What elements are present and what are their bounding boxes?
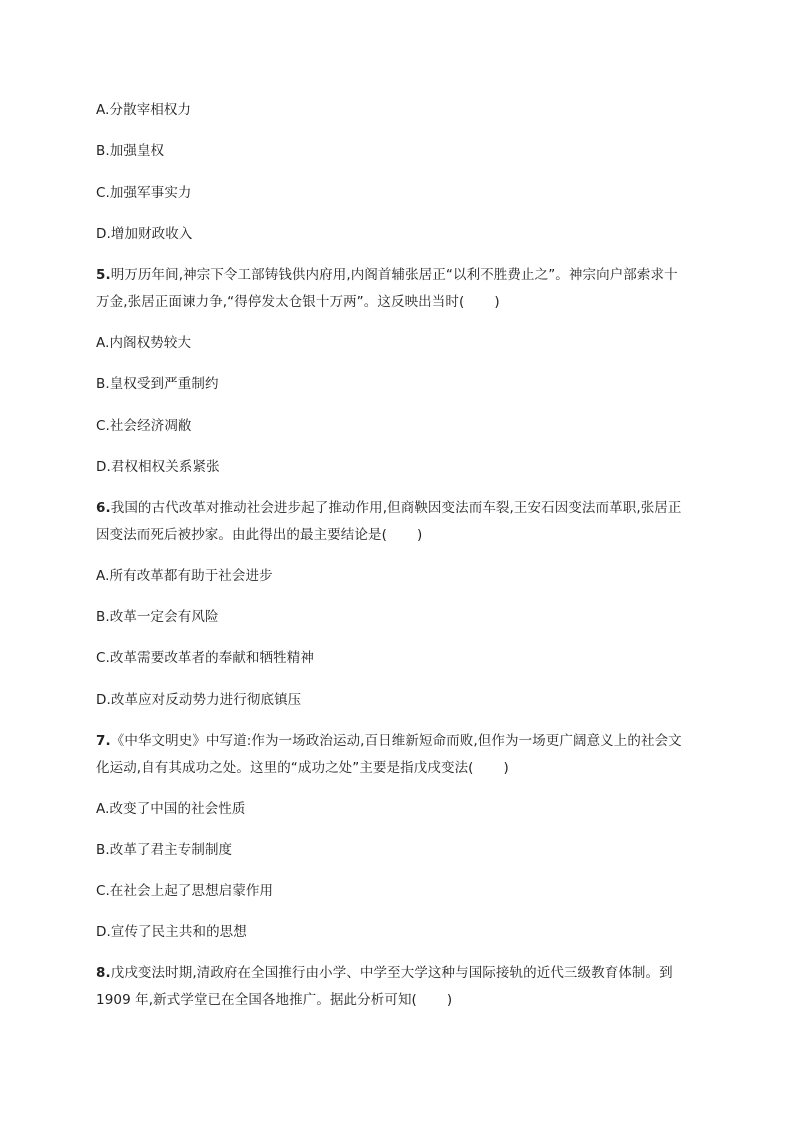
q7-option-d: D.宣传了民主共和的思想 bbox=[96, 924, 247, 940]
q6-stem-text2: 因变法而死后被抄家。由此得出的最主要结论是( bbox=[96, 527, 387, 543]
q5-option-c: C.社会经济凋敝 bbox=[96, 418, 192, 434]
q6-option-a: A.所有改革都有助于社会进步 bbox=[96, 568, 273, 584]
q6-stem-line1 bbox=[96, 499, 706, 517]
q8-stem-text1: 戊戌变法时期,清政府在全国推行由小学、中学至大学这种与国际接轨的近代三级教育体制。到 bbox=[110, 965, 673, 981]
q7-stem-line2 bbox=[96, 759, 706, 777]
prev-option-d: D.增加财政收入 bbox=[96, 226, 193, 242]
q6-option-b: B.改革一定会有风险 bbox=[96, 609, 219, 625]
q7-stem-text2: 化运动,自有其成功之处。这里的“成功之处”主要是指戊戌变法( bbox=[96, 760, 474, 776]
q5-stem-close: ) bbox=[494, 294, 500, 310]
q6-option-d: D.改革应对反动势力进行彻底镇压 bbox=[96, 692, 302, 708]
q8-stem-line1 bbox=[96, 964, 706, 982]
q7-number: 7. bbox=[96, 733, 111, 749]
q6-number: 6. bbox=[96, 500, 111, 516]
q5-number: 5. bbox=[96, 267, 111, 283]
q6-stem-line2 bbox=[96, 526, 706, 544]
q5-stem-line2 bbox=[96, 293, 706, 311]
q5-option-d: D.君权相权关系紧张 bbox=[96, 459, 220, 475]
q7-stem-close: ) bbox=[503, 760, 509, 776]
q6-stem-close: ) bbox=[416, 527, 423, 543]
prev-option-a: A.分散宰相权力 bbox=[96, 102, 192, 118]
q6-stem-text1: 我国的古代改革对推动社会进步起了推动作用,但商鞅因变法而车裂,王安石因变法而革职,张居正 bbox=[110, 500, 682, 516]
q8-stem-line2 bbox=[96, 991, 706, 1009]
q7-stem-text1: 《中华文明史》中写道:作为一场政治运动,百日维新短命而败,但作为一场更广阔意义上的社会文 bbox=[110, 733, 682, 749]
q7-option-a: A.改变了中国的社会性质 bbox=[96, 801, 246, 817]
q8-stem-close: ) bbox=[446, 992, 453, 1008]
q7-option-b: B.改革了君主专制制度 bbox=[96, 842, 233, 858]
q7-option-c: C.在社会上起了思想启蒙作用 bbox=[96, 883, 274, 899]
q5-stem-text1: 明万历年间,神宗下令工部铸钱供内府用,内阁首辅张居正“以利不胜费止之”。神宗向户部索求十 bbox=[110, 267, 678, 283]
q5-stem-text2: 万金,张居正面谏力争,“得停发太仓银十万两”。这反映出当时( bbox=[96, 294, 465, 310]
prev-option-c: C.加强军事实力 bbox=[96, 185, 192, 201]
q6-option-c: C.改革需要改革者的奉献和牺牲精神 bbox=[96, 650, 314, 666]
q8-number: 8. bbox=[96, 965, 111, 981]
q5-option-b: B.皇权受到严重制约 bbox=[96, 376, 219, 392]
prev-option-b: B.加强皇权 bbox=[96, 143, 165, 159]
q5-stem-line1 bbox=[96, 266, 706, 284]
q7-stem-line1 bbox=[96, 732, 706, 750]
q8-stem-text2: 1909 年,新式学堂已在全国各地推广。据此分析可知( bbox=[96, 992, 417, 1008]
q5-option-a: A.内阁权势较大 bbox=[96, 335, 192, 351]
